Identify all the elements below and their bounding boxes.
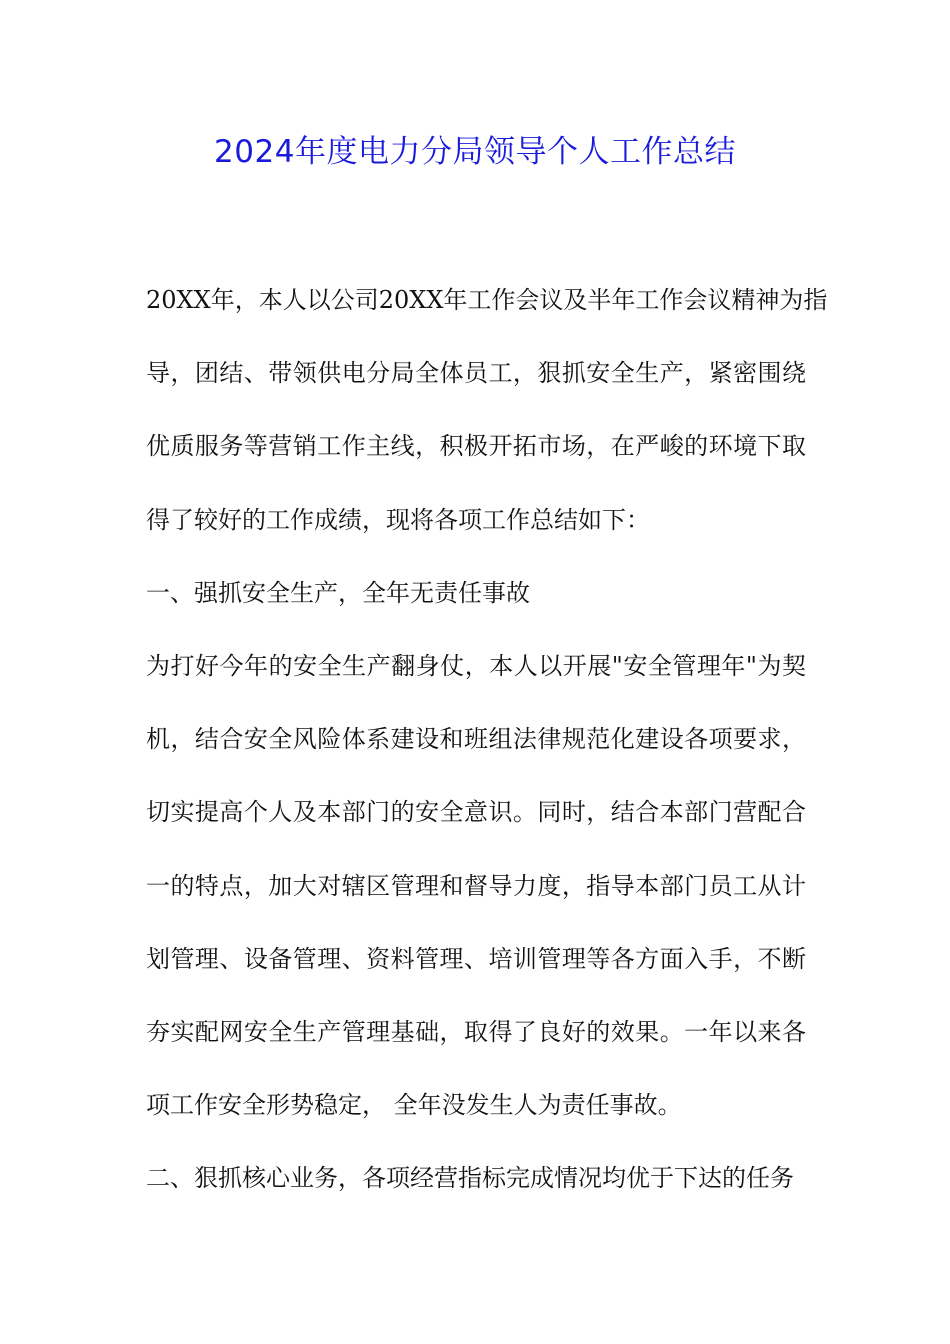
- section-heading-2: 二、狠抓核心业务，各项经营指标完成情况均优于下达的任务: [146, 1164, 794, 1193]
- section-heading-1: 一、强抓安全生产，全年无责任事故: [146, 578, 530, 607]
- body-line-4: 得了较好的工作成绩，现将各项工作总结如下：: [146, 505, 650, 534]
- body-line-10: 划管理、设备管理、资料管理、培训管理等各方面入手，不断: [146, 944, 806, 973]
- body-line-7: 机，结合安全风险体系建设和班组法律规范化建设各项要求，: [146, 725, 806, 754]
- body-line-3: 优质服务等营销工作主线，积极开拓市场，在严峻的环境下取: [146, 432, 806, 461]
- body-line-6: 为打好今年的安全生产翻身仗，本人以开展"安全管理年"为契: [146, 651, 806, 680]
- document-title: 2024年度电力分局领导个人工作总结: [214, 134, 736, 170]
- body-line-12: 项工作安全形势稳定， 全年没发生人为责任事故。: [146, 1091, 682, 1120]
- body-line-9: 一的特点，加大对辖区管理和督导力度，指导本部门员工从计: [146, 871, 806, 900]
- body-line-2: 导，团结、带领供电分局全体员工，狠抓安全生产，紧密围绕: [146, 359, 806, 388]
- body-line-11: 夯实配网安全生产管理基础，取得了良好的效果。一年以来各: [146, 1017, 806, 1046]
- body-line-1: 20XX年，本人以公司20XX年工作会议及半年工作会议精神为指: [146, 286, 828, 314]
- body-line-8: 切实提高个人及本部门的安全意识。同时，结合本部门营配合: [146, 798, 806, 827]
- document-body: [146, 264, 828, 1215]
